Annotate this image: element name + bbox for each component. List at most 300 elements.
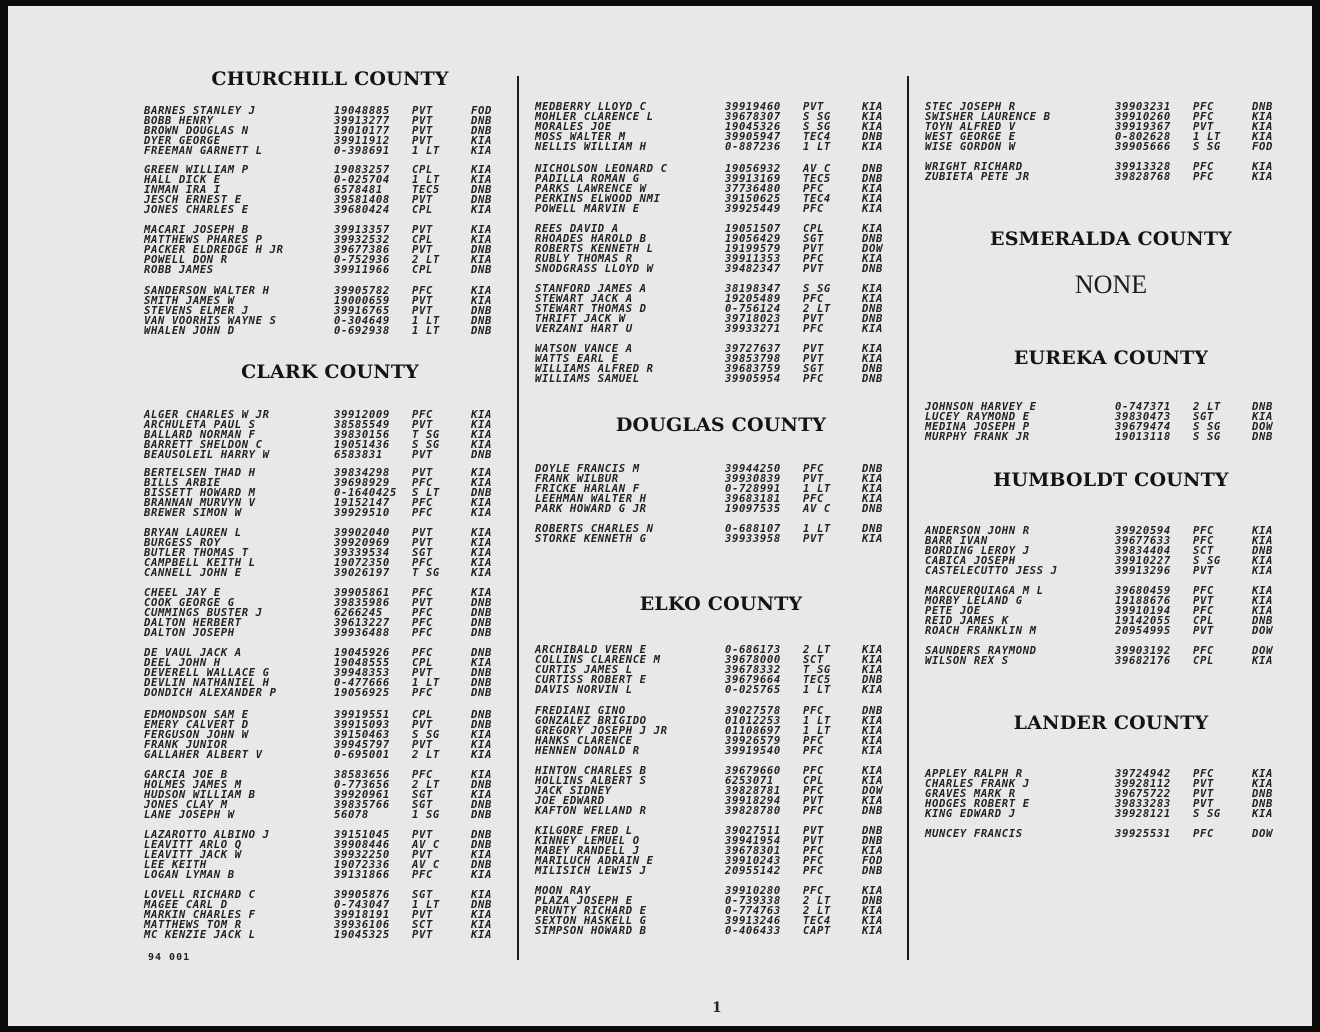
status-code: DNB [471, 184, 492, 196]
service-number: 39903231 [1115, 101, 1171, 113]
rank: PVT [412, 849, 433, 861]
soldier-name: JACK SIDNEY [535, 785, 612, 797]
soldier-name: LUCEY RAYMOND E [925, 411, 1030, 423]
service-number: 01012253 [725, 715, 781, 727]
rank: AV C [412, 859, 440, 871]
roster-group [144, 770, 516, 820]
status-code: KIA [471, 909, 492, 921]
soldier-name: MABEY RANDELL J [535, 845, 640, 857]
service-number: 39925449 [725, 203, 781, 215]
roster-entry [144, 265, 516, 275]
service-number: 19142055 [1115, 615, 1171, 627]
rank: TEC4 [803, 131, 831, 143]
rank: PVT [412, 244, 433, 256]
soldier-name: WILSON REX S [925, 655, 1009, 667]
status-code: DNB [862, 263, 883, 275]
rank: PFC [412, 869, 433, 881]
rank: 2 LT [1193, 401, 1221, 413]
rank: 1 LT [803, 684, 831, 696]
soldier-name: ROACH FRANKLIN M [925, 625, 1037, 637]
service-number: 39678307 [725, 111, 781, 123]
soldier-name: BERTELSEN THAD H [144, 467, 256, 479]
rank: PVT [803, 243, 824, 255]
soldier-name: HOLMES JAMES M [144, 779, 242, 791]
rank: PVT [412, 527, 433, 539]
status-code: KIA [1252, 121, 1273, 133]
status-code: KIA [471, 419, 492, 431]
service-number: 6253071 [725, 775, 774, 787]
service-number: 39027578 [725, 705, 781, 717]
service-number: 39910243 [725, 855, 781, 867]
status-code: KIA [1252, 411, 1273, 423]
service-number: 19051507 [725, 223, 781, 235]
roster-group [535, 164, 907, 214]
status-code: KIA [862, 845, 883, 857]
roster-entry [925, 432, 1297, 442]
service-number: 39911912 [334, 135, 390, 147]
rank: S SG [1193, 141, 1221, 153]
status-code: DNB [1252, 101, 1273, 113]
soldier-name: CUMMINGS BUSTER J [144, 607, 263, 619]
soldier-name: DONDICH ALEXANDER P [144, 687, 277, 699]
service-number: 39680424 [334, 204, 390, 216]
soldier-name: WRIGHT RICHARD [925, 161, 1023, 173]
service-number: 39929510 [334, 507, 390, 519]
rank: AV C [803, 163, 831, 175]
rank: PFC [412, 557, 433, 569]
soldier-name: SNODGRASS LLOYD W [535, 263, 654, 275]
service-number: 39682176 [1115, 655, 1171, 667]
service-number: 19056925 [334, 687, 390, 699]
service-number: 6583831 [334, 449, 383, 461]
status-code: DNB [862, 523, 883, 535]
rank: PFC [803, 745, 824, 757]
status-code: KIA [862, 343, 883, 355]
roster-group [535, 886, 907, 936]
soldier-name: BARRETT SHELDON C [144, 439, 263, 451]
service-number: 0-747371 [1115, 401, 1171, 413]
roster-entry [144, 628, 516, 638]
soldier-name: ARCHIBALD VERN E [535, 644, 647, 656]
rank: TEC5 [803, 173, 831, 185]
rank: PVT [412, 295, 433, 307]
soldier-name: PARKS LAWRENCE W [535, 183, 647, 195]
rank: PVT [412, 597, 433, 609]
soldier-name: GREGORY JOSEPH J JR [535, 725, 668, 737]
soldier-name: MEDINA JOSEPH P [925, 421, 1030, 433]
rank: PFC [412, 587, 433, 599]
roster-entry [925, 829, 1297, 839]
rank: SGT [1193, 411, 1214, 423]
status-code: DNB [471, 617, 492, 629]
rank: PFC [803, 705, 824, 717]
status-code: KIA [1252, 585, 1273, 597]
status-code: KIA [471, 467, 492, 479]
rank: PVT [1193, 798, 1214, 810]
status-code: KIA [862, 203, 883, 215]
rank: TEC4 [803, 193, 831, 205]
column-divider [907, 76, 909, 960]
status-code: DNB [471, 194, 492, 206]
roster-group [535, 645, 907, 695]
soldier-name: HUDSON WILLIAM B [144, 789, 256, 801]
status-code: KIA [1252, 535, 1273, 547]
soldier-name: WATSON VANCE A [535, 343, 633, 355]
soldier-name: DALTON HERBERT [144, 617, 242, 629]
status-code: KIA [1252, 605, 1273, 617]
roster-group [925, 769, 1297, 819]
roster-entry [144, 450, 516, 460]
service-number: 39830156 [334, 429, 390, 441]
soldier-name: CASTELECUTTO JESS J [925, 565, 1058, 577]
soldier-name: DOYLE FRANCIS M [535, 463, 640, 475]
roster-entry [144, 930, 516, 940]
service-number: 39905954 [725, 373, 781, 385]
rank: PFC [412, 477, 433, 489]
no-casualties-text: NONE [1074, 270, 1148, 299]
service-number: 39905782 [334, 285, 390, 297]
service-number: 0-686173 [725, 644, 781, 656]
soldier-name: WATTS EARL E [535, 353, 619, 365]
service-number: 39920969 [334, 537, 390, 549]
status-code: KIA [471, 254, 492, 266]
soldier-name: INMAN IRA I [144, 184, 221, 196]
status-code: DNB [862, 503, 883, 515]
service-number: 0-1640425 [334, 487, 397, 499]
status-code: KIA [471, 547, 492, 559]
rank: 1 SG [412, 809, 440, 821]
rank: 1 LT [412, 145, 440, 157]
soldier-name: REID JAMES K [925, 615, 1009, 627]
soldier-name: JOE EDWARD [535, 795, 605, 807]
soldier-name: HOLLINS ALBERT S [535, 775, 647, 787]
service-number: 19056429 [725, 233, 781, 245]
service-number: 19072350 [334, 557, 390, 569]
service-number: 39679474 [1115, 421, 1171, 433]
soldier-name: DE VAUL JACK A [144, 647, 242, 659]
rank: PVT [412, 305, 433, 317]
soldier-name: POWELL DON R [144, 254, 228, 266]
service-number: 0-304649 [334, 315, 390, 327]
soldier-name: HENNEN DONALD R [535, 745, 640, 757]
roster-entry [535, 746, 907, 756]
status-code: KIA [471, 135, 492, 147]
soldier-name: JOHNSON HARVEY E [925, 401, 1037, 413]
rank: SGT [412, 889, 433, 901]
rank: CPL [412, 264, 433, 276]
rank: 2 LT [803, 905, 831, 917]
soldier-name: MUNCEY FRANCIS [925, 828, 1023, 840]
soldier-name: SANDERSON WALTER H [144, 285, 270, 297]
rank: 1 LT [412, 677, 440, 689]
soldier-name: BRANNAN MURVYN V [144, 497, 256, 509]
soldier-name: PARK HOWARD G JR [535, 503, 647, 515]
status-code: DNB [862, 131, 883, 143]
soldier-name: BOBB HENRY [144, 115, 214, 127]
status-code: DNB [862, 895, 883, 907]
service-number: 01108697 [725, 725, 781, 737]
service-number: 39910260 [1115, 111, 1171, 123]
roster-group [144, 830, 516, 880]
soldier-name: DEEL JOHN H [144, 657, 221, 669]
status-code: KIA [862, 473, 883, 485]
soldier-name: CURTIS JAMES L [535, 664, 633, 676]
rank: PVT [412, 419, 433, 431]
status-code: KIA [1252, 768, 1273, 780]
rank: CPL [412, 204, 433, 216]
rank: PVT [1193, 565, 1214, 577]
rank: PVT [803, 533, 824, 545]
soldier-name: THRIFT JACK W [535, 313, 626, 325]
status-code: KIA [862, 101, 883, 113]
rank: S SG [1193, 421, 1221, 433]
service-number: 39932250 [334, 849, 390, 861]
status-code: DNB [862, 865, 883, 877]
soldier-name: BEAUSOLEIL HARRY W [144, 449, 270, 461]
status-code: KIA [471, 409, 492, 421]
status-code: KIA [471, 587, 492, 599]
service-number: 20954995 [1115, 625, 1171, 637]
rank: PVT [1193, 788, 1214, 800]
soldier-name: ALGER CHARLES W JR [144, 409, 270, 421]
soldier-name: FRANK JUNIOR [144, 739, 228, 751]
soldier-name: PLAZA JOSEPH E [535, 895, 633, 907]
soldier-name: GARCIA JOE B [144, 769, 228, 781]
service-number: 19083257 [334, 164, 390, 176]
service-number: 39920594 [1115, 525, 1171, 537]
service-number: 39944250 [725, 463, 781, 475]
service-number: 39905947 [725, 131, 781, 143]
status-code: KIA [862, 353, 883, 365]
service-number: 39724942 [1115, 768, 1171, 780]
rank: PFC [803, 253, 824, 265]
rank: PVT [412, 719, 433, 731]
status-code: KIA [862, 493, 883, 505]
rank: PVT [803, 263, 824, 275]
status-code: KIA [1252, 808, 1273, 820]
status-code: KIA [471, 729, 492, 741]
status-code: KIA [471, 477, 492, 489]
service-number: 39828780 [725, 805, 781, 817]
county-heading: ESMERALDA COUNTY [990, 228, 1232, 250]
roster-entry [535, 264, 907, 274]
roster-entry [925, 809, 1297, 819]
status-code: KIA [1252, 525, 1273, 537]
status-code: DOW [1252, 828, 1273, 840]
service-number: 39928112 [1115, 778, 1171, 790]
rank: 1 LT [412, 315, 440, 327]
service-number: 39919367 [1115, 121, 1171, 133]
status-code: KIA [862, 111, 883, 123]
service-number: 39680459 [1115, 585, 1171, 597]
roster-entry [535, 504, 907, 514]
rank: S SG [1193, 555, 1221, 567]
soldier-name: HANKS CLARENCE [535, 735, 633, 747]
soldier-name: MATTHEWS TOM R [144, 919, 242, 931]
status-code: DNB [471, 597, 492, 609]
rank: PFC [412, 617, 433, 629]
status-code: KIA [862, 925, 883, 937]
soldier-name: BISSETT HOWARD M [144, 487, 256, 499]
rank: SGT [803, 363, 824, 375]
status-code: DNB [471, 829, 492, 841]
status-code: KIA [862, 684, 883, 696]
soldier-name: DEVLIN NATHANIEL H [144, 677, 270, 689]
roster-entry [535, 324, 907, 334]
rank: PFC [1193, 535, 1214, 547]
soldier-name: GREEN WILLIAM P [144, 164, 249, 176]
service-number: 39911966 [334, 264, 390, 276]
rank: S SG [803, 111, 831, 123]
rank: PFC [412, 285, 433, 297]
county-heading: DOUGLAS COUNTY [615, 414, 827, 436]
service-number: 39835766 [334, 799, 390, 811]
roster-group [144, 890, 516, 940]
roster-entry [535, 926, 907, 936]
soldier-name: MARKIN CHARLES F [144, 909, 256, 921]
soldier-name: MURPHY FRANK JR [925, 431, 1030, 443]
service-number: 6578481 [334, 184, 383, 196]
soldier-name: MORALES JOE [535, 121, 612, 133]
rank: 1 LT [803, 715, 831, 727]
status-code: KIA [1252, 171, 1273, 183]
service-number: 0-752936 [334, 254, 390, 266]
service-number: 19188676 [1115, 595, 1171, 607]
soldier-name: MOHLER CLARENCE L [535, 111, 654, 123]
soldier-name: ANDERSON JOHN R [925, 525, 1030, 537]
soldier-name: WHALEN JOHN D [144, 325, 235, 337]
rank: PVT [412, 224, 433, 236]
soldier-name: ROBB JAMES [144, 264, 214, 276]
soldier-name: EMERY CALVERT D [144, 719, 249, 731]
column-divider [517, 76, 519, 960]
soldier-name: BRYAN LAUREN L [144, 527, 242, 539]
status-code: KIA [862, 193, 883, 205]
soldier-name: SAUNDERS RAYMOND [925, 645, 1037, 657]
rank: S SG [803, 283, 831, 295]
roster-group [535, 224, 907, 274]
service-number: 39677386 [334, 244, 390, 256]
status-code: DNB [471, 264, 492, 276]
soldier-name: BALLARD NORMAN F [144, 429, 256, 441]
county-heading: LANDER COUNTY [1013, 712, 1209, 734]
rank: PFC [803, 765, 824, 777]
roster-page [8, 6, 1312, 1026]
service-number: 20955142 [725, 865, 781, 877]
service-number: 39926579 [725, 735, 781, 747]
service-number: 39933271 [725, 323, 781, 335]
status-code: DNB [471, 487, 492, 499]
rank: PFC [1193, 111, 1214, 123]
status-code: DNB [471, 719, 492, 731]
service-number: 39835986 [334, 597, 390, 609]
rank: AV C [412, 839, 440, 851]
status-code: DNB [471, 244, 492, 256]
rank: SGT [412, 799, 433, 811]
service-number: 39833283 [1115, 798, 1171, 810]
rank: PFC [412, 607, 433, 619]
roster-entry [925, 656, 1297, 666]
status-code: KIA [862, 323, 883, 335]
rank: PVT [803, 353, 824, 365]
status-code: DNB [862, 835, 883, 847]
status-code: KIA [862, 795, 883, 807]
rank: CAPT [803, 925, 831, 937]
rank: T SG [412, 429, 440, 441]
rank: PFC [412, 769, 433, 781]
service-number: 39919551 [334, 709, 390, 721]
soldier-name: WISE GORDON W [925, 141, 1016, 153]
status-code: KIA [862, 253, 883, 265]
rank: PVT [1193, 121, 1214, 133]
status-code: KIA [1252, 565, 1273, 577]
service-number: 39912009 [334, 409, 390, 421]
soldier-name: JONES CHARLES E [144, 204, 249, 216]
rank: PFC [1193, 585, 1214, 597]
rank: PFC [412, 647, 433, 659]
service-number: 19056932 [725, 163, 781, 175]
rank: CPL [1193, 655, 1214, 667]
roster-group [535, 826, 907, 876]
roster-entry [144, 750, 516, 760]
service-number: 39913328 [1115, 161, 1171, 173]
soldier-name: BREWER SIMON W [144, 507, 242, 519]
soldier-name: VERZANI HART U [535, 323, 633, 335]
status-code: DNB [1252, 545, 1273, 557]
rank: SCT [412, 919, 433, 931]
service-number: 39151045 [334, 829, 390, 841]
rank: PFC [803, 805, 824, 817]
service-number: 39920961 [334, 789, 390, 801]
service-number: 39910280 [725, 885, 781, 897]
status-code: KIA [471, 507, 492, 519]
service-number: 39913357 [334, 224, 390, 236]
status-code: KIA [471, 174, 492, 186]
soldier-name: MARILUCH ADRAIN E [535, 855, 654, 867]
soldier-name: RUBLY THOMAS R [535, 253, 633, 265]
service-number: 19048555 [334, 657, 390, 669]
rank: SGT [803, 233, 824, 245]
service-number: 0-695001 [334, 749, 390, 761]
soldier-name: RHOADES HAROLD B [535, 233, 647, 245]
status-code: KIA [471, 164, 492, 176]
service-number: 39925531 [1115, 828, 1171, 840]
soldier-name: FREEMAN GARNETT L [144, 145, 263, 157]
rank: PFC [803, 323, 824, 335]
document-code: 94 001 [148, 952, 191, 963]
service-number: 39675722 [1115, 788, 1171, 800]
rank: PFC [1193, 828, 1214, 840]
status-code: KIA [471, 739, 492, 751]
service-number: 39928121 [1115, 808, 1171, 820]
rank: 2 LT [412, 254, 440, 266]
roster-group [144, 710, 516, 760]
roster-group [535, 706, 907, 756]
status-code: KIA [862, 483, 883, 495]
rank: S SG [803, 121, 831, 133]
roster-group [144, 468, 516, 518]
soldier-name: BUTLER THOMAS T [144, 547, 249, 559]
soldier-name: HINTON CHARLES B [535, 765, 647, 777]
roster-group [144, 106, 516, 156]
rank: PFC [412, 409, 433, 421]
roster-group [925, 102, 1297, 152]
service-number: 39679664 [725, 674, 781, 686]
service-number: 39915093 [334, 719, 390, 731]
rank: PVT [803, 313, 824, 325]
service-number: 39339534 [334, 547, 390, 559]
service-number: 0-728991 [725, 483, 781, 495]
